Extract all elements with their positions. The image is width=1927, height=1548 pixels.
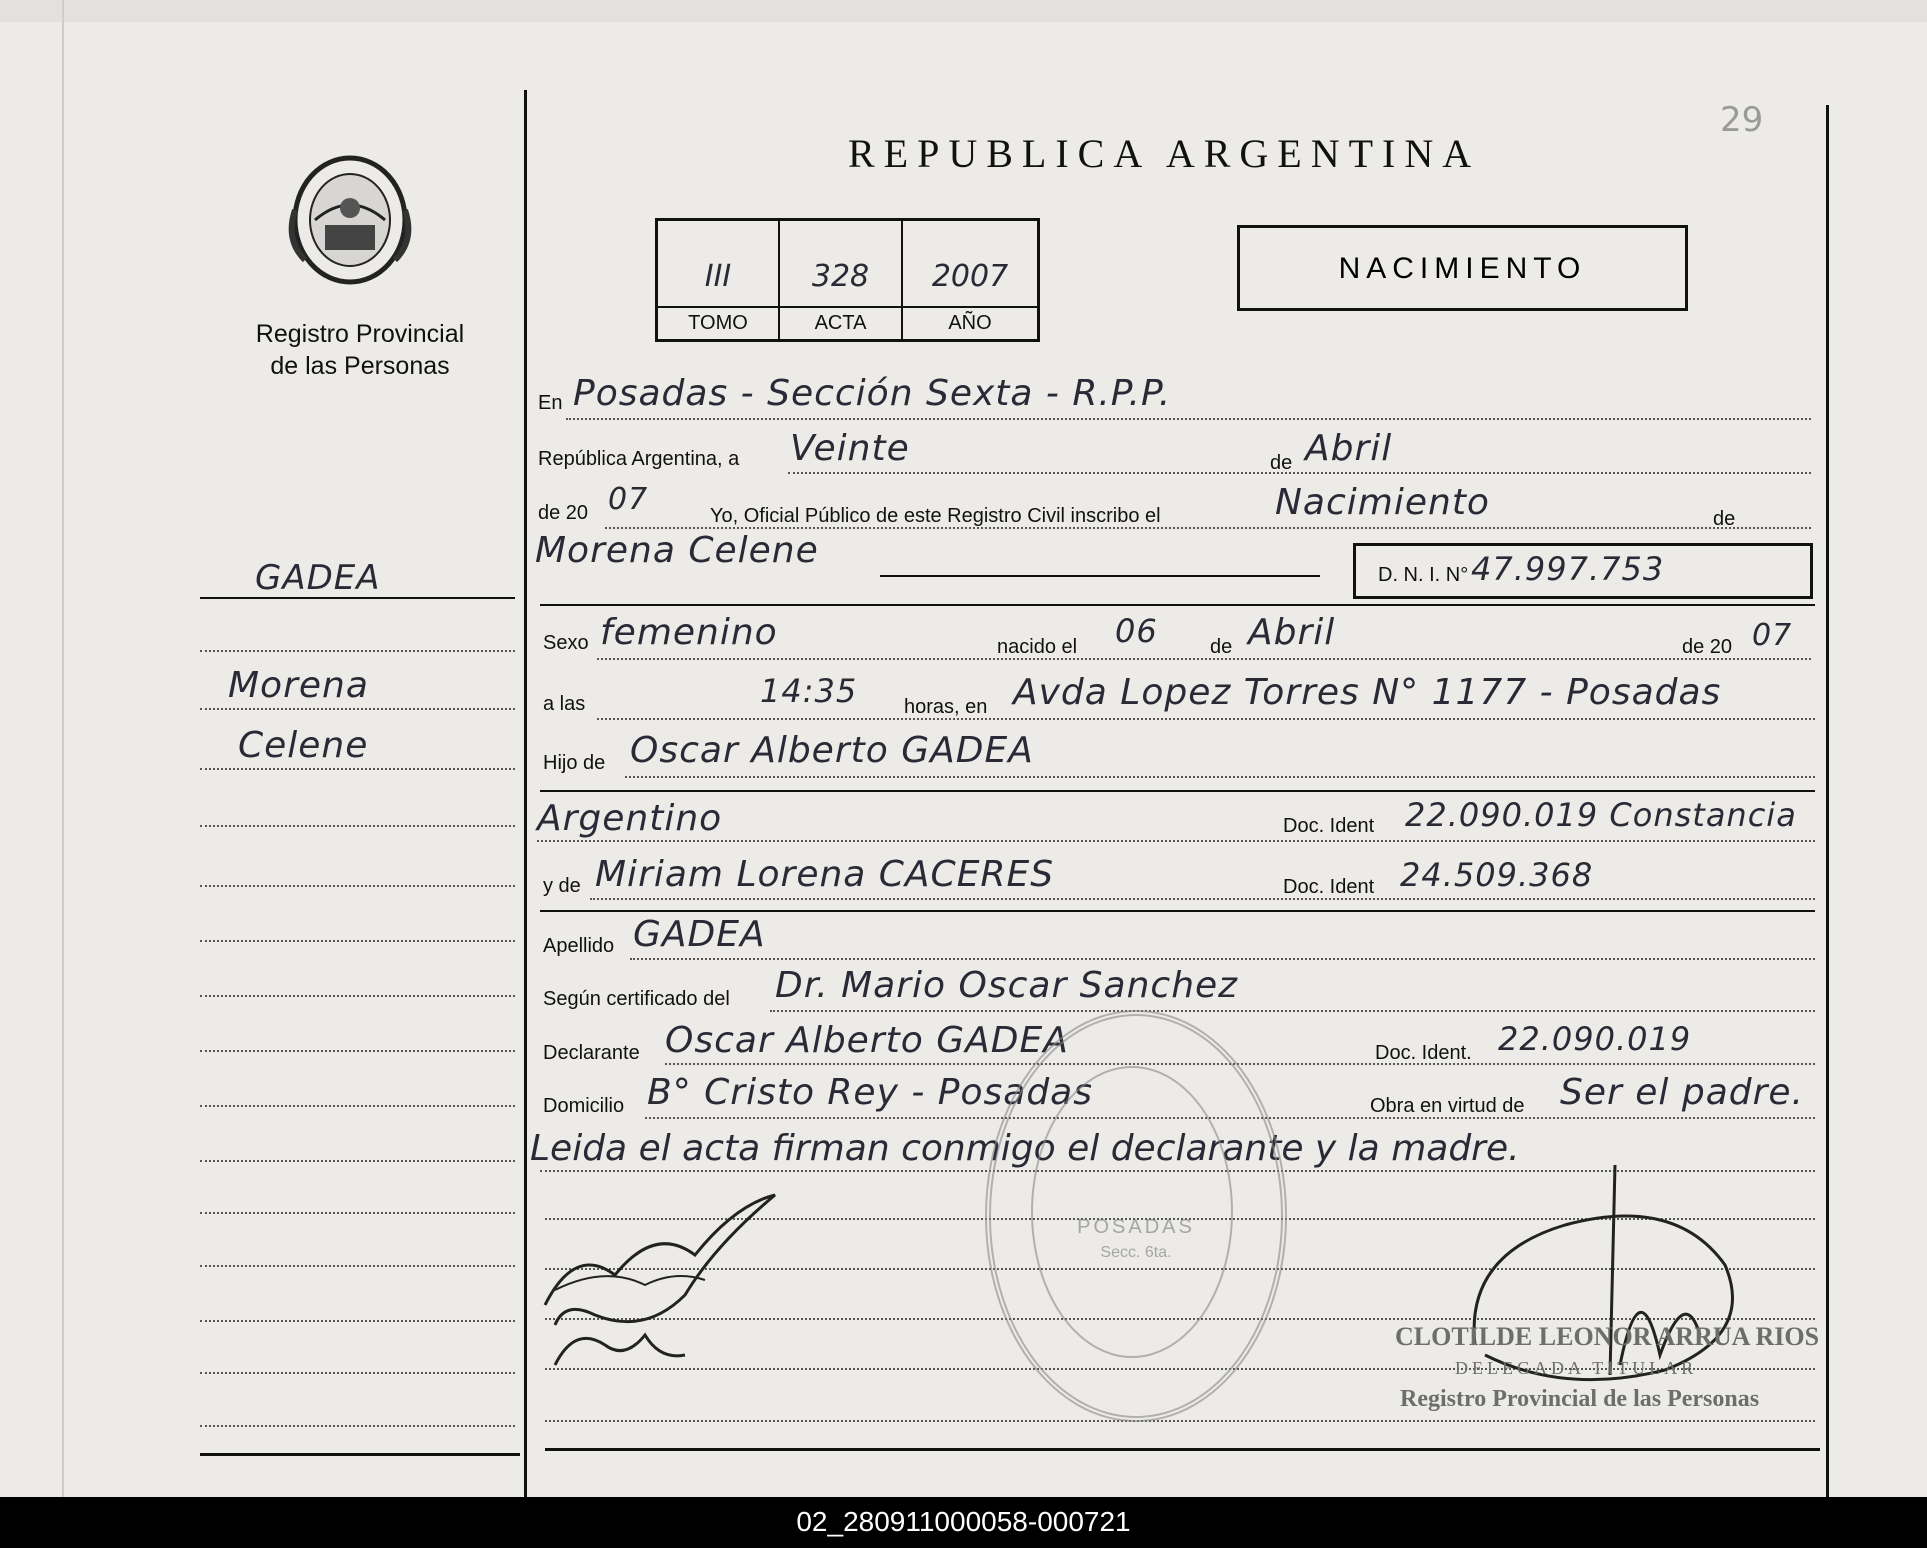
de-label1: de (1270, 452, 1293, 474)
acta-label: ACTA (780, 306, 901, 335)
sidebar-dotted-line (200, 940, 515, 942)
sidebar-dotted-line (200, 1372, 515, 1374)
page-number: 29 (1720, 100, 1764, 140)
nacido-label: nacido el (997, 636, 1078, 658)
sexo-line (597, 658, 1811, 660)
mother-name: Miriam Lorena CACERES (595, 854, 1055, 895)
birth-day: 06 (1115, 612, 1158, 650)
year-value: 07 (608, 482, 649, 517)
registry-name-line2: de las Personas (270, 352, 450, 380)
official-org: Registro Provincial de las Personas (1400, 1386, 1760, 1412)
declarante-label: Declarante (543, 1042, 640, 1064)
hour-line (597, 718, 1815, 720)
registry-name-line1: Registro Provincial (255, 320, 465, 348)
sidebar-dotted-line (200, 1425, 515, 1427)
sidebar-dotted-line (200, 1265, 515, 1267)
sidebar-dotted-line (200, 1105, 515, 1107)
footer-id-code: 02_280911000058-000721 (796, 1506, 1131, 1537)
month-value: Abril (1305, 428, 1393, 469)
acta-value: 328 (811, 259, 870, 294)
mother-doc: 24.509.368 (1400, 856, 1594, 894)
declarante-line (665, 1063, 1815, 1065)
dni-label: D. N. I. N° (1378, 564, 1469, 586)
mother-line (590, 898, 1815, 900)
sidebar-dotted-line (200, 995, 515, 997)
declarante-value: Oscar Alberto GADEA (665, 1020, 1069, 1061)
official-seal (985, 1010, 1287, 1422)
sidebar-first-name2: Celene (238, 725, 369, 766)
domicilio-label: Domicilio (543, 1095, 625, 1117)
sidebar-dotted-line (200, 650, 515, 652)
dni-value: 47.997.753 (1471, 550, 1665, 588)
dni-box (1353, 543, 1813, 599)
apellido-line (630, 958, 1815, 960)
page-left-edge (62, 0, 64, 1497)
sidebar-bottom-rule (200, 1453, 520, 1456)
sidebar-first-name1: Morena (228, 665, 369, 706)
sexo-value: femenino (600, 612, 778, 653)
de20-label: de 20 (538, 502, 589, 524)
page-top-edge (0, 0, 1927, 22)
doc-ident-label3: Doc. Ident. (1375, 1042, 1472, 1064)
official-name: CLOTILDE LEONOR ARRUA RIOS (1395, 1322, 1820, 1351)
father-line (625, 776, 1815, 778)
sidebar-dotted-line (200, 1320, 515, 1322)
acta-cell (780, 221, 903, 339)
name-line (880, 575, 1320, 577)
tomo-label: TOMO (658, 306, 778, 335)
mother-rule (540, 910, 1815, 912)
date-line (788, 472, 1811, 474)
sidebar-dotted-line (200, 1212, 515, 1214)
de20-label2: de 20 (1682, 636, 1733, 658)
register-box (655, 218, 1040, 342)
doc-ident-label1: Doc. Ident (1283, 815, 1375, 837)
certificado-line (770, 1010, 1815, 1012)
nationality-line (537, 840, 1815, 842)
declarante-doc: 22.090.019 (1498, 1020, 1692, 1058)
declarant-signature-icon (535, 1185, 795, 1385)
tomo-cell (658, 221, 780, 339)
alas-label: a las (543, 693, 586, 715)
ano-value: 2007 (931, 259, 1009, 294)
obra-value: Ser el padre. (1560, 1072, 1804, 1113)
certificado-label: Según certificado del (543, 988, 730, 1010)
sidebar-surname: GADEA (255, 558, 381, 598)
domicilio-value: B° Cristo Rey - Posadas (647, 1072, 1093, 1113)
horas-label: horas, en (904, 696, 988, 718)
section-rule (540, 604, 1815, 606)
coat-of-arms-icon (285, 150, 415, 290)
ano-label: AÑO (903, 306, 1037, 335)
frame-divider (524, 90, 527, 1497)
seal-city: POSADAS (1077, 1216, 1195, 1238)
hijo-label: Hijo de (543, 752, 606, 774)
sidebar-dotted-line (200, 1050, 515, 1052)
sidebar-dotted-line (200, 825, 515, 827)
seal-inner-ring (1031, 1066, 1233, 1358)
republica-label: República Argentina, a (538, 448, 740, 470)
sidebar-dotted-line (200, 768, 515, 770)
day-value: Veinte (790, 428, 910, 469)
document-type: NACIMIENTO (1338, 252, 1587, 285)
father-name: Oscar Alberto GADEA (630, 730, 1034, 771)
birth-month: Abril (1248, 612, 1336, 653)
sidebar-dotted-line (200, 708, 515, 710)
country-title: REPUBLICA ARGENTINA (848, 131, 1481, 176)
en-line (566, 418, 1811, 420)
obra-label: Obra en virtud de (1370, 1095, 1525, 1117)
father-rule (540, 790, 1815, 792)
de-label3: de (1210, 636, 1233, 658)
document-type-box (1237, 225, 1688, 311)
tomo-value: III (704, 259, 732, 294)
apellido-value: GADEA (633, 914, 766, 955)
bottom-rule (545, 1448, 1820, 1451)
person-name: Morena Celene (535, 530, 819, 571)
registry-name (190, 318, 530, 382)
en-label: En (538, 392, 563, 414)
yo-label: Yo, Oficial Público de este Registro Civil inscribo el (710, 505, 1161, 527)
seal-section: Secc. 6ta. (1100, 1244, 1172, 1261)
inscribo-value: Nacimiento (1275, 482, 1490, 523)
father-doc: 22.090.019 Constancia (1405, 796, 1797, 834)
de-label2: de (1713, 508, 1736, 530)
certificado-value: Dr. Mario Oscar Sanchez (775, 965, 1239, 1006)
place-value: Avda Lopez Torres N° 1177 - Posadas (1013, 672, 1722, 713)
inscribo-line (605, 527, 1811, 529)
hour-value: 14:35 (760, 672, 858, 710)
sexo-label: Sexo (543, 632, 589, 654)
official-title: DELEGADA TITULAR (1455, 1358, 1698, 1378)
father-nationality: Argentino (537, 798, 723, 839)
sidebar-dotted-line (200, 885, 515, 887)
apellido-label: Apellido (543, 935, 615, 957)
closing-note: Leida el acta firman conmigo el declarante y la madre. (530, 1128, 1520, 1169)
sidebar-dotted-line (200, 1160, 515, 1162)
frame-right-border (1826, 105, 1829, 1497)
doc-ident-label2: Doc. Ident (1283, 876, 1375, 898)
ano-cell (903, 221, 1037, 339)
yde-label: y de (543, 875, 581, 897)
birth-year: 07 (1752, 618, 1793, 653)
en-value: Posadas - Sección Sexta - R.P.P. (573, 373, 1172, 414)
